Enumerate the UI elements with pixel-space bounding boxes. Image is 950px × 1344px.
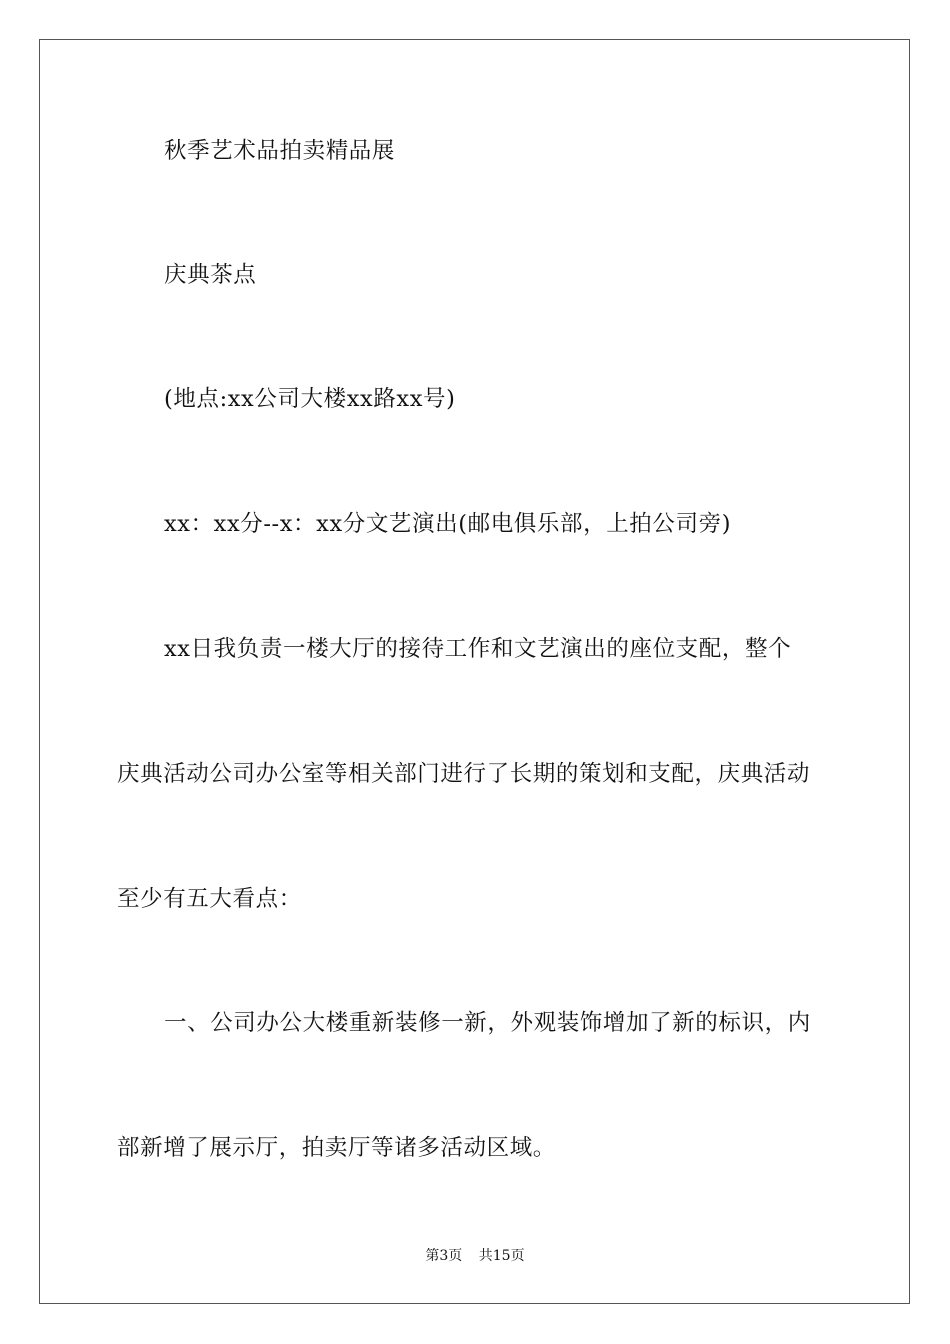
page-total: 共15页 (478, 1248, 525, 1264)
line-exhibition-title: 秋季艺术品拍卖精品展 (164, 138, 396, 164)
paragraph-line-2: 庆典活动公司办公室等相关部门进行了长期的策划和支配，庆典活动 (117, 761, 811, 787)
line-performance-time: xx：xx分--x：xx分文艺演出(邮电俱乐部，上拍公司旁) (164, 511, 732, 537)
highlight-one-line-1: 一、公司办公大楼重新装修一新，外观装饰增加了新的标识，内 (164, 1010, 811, 1036)
paragraph-line-1: xx日我负责一楼大厅的接待工作和文艺演出的座位支配，整个 (164, 636, 792, 662)
line-celebration-refreshments: 庆典茶点 (164, 262, 257, 288)
page-footer (0, 1247, 950, 1265)
page-number: 第3页 (425, 1248, 463, 1264)
page-border (39, 39, 910, 1304)
paragraph-line-3: 至少有五大看点： (117, 886, 302, 912)
highlight-one-line-2: 部新增了展示厅，拍卖厅等诸多活动区域。 (117, 1135, 556, 1161)
line-location: (地点:xx公司大楼xx路xx号) (164, 386, 456, 412)
